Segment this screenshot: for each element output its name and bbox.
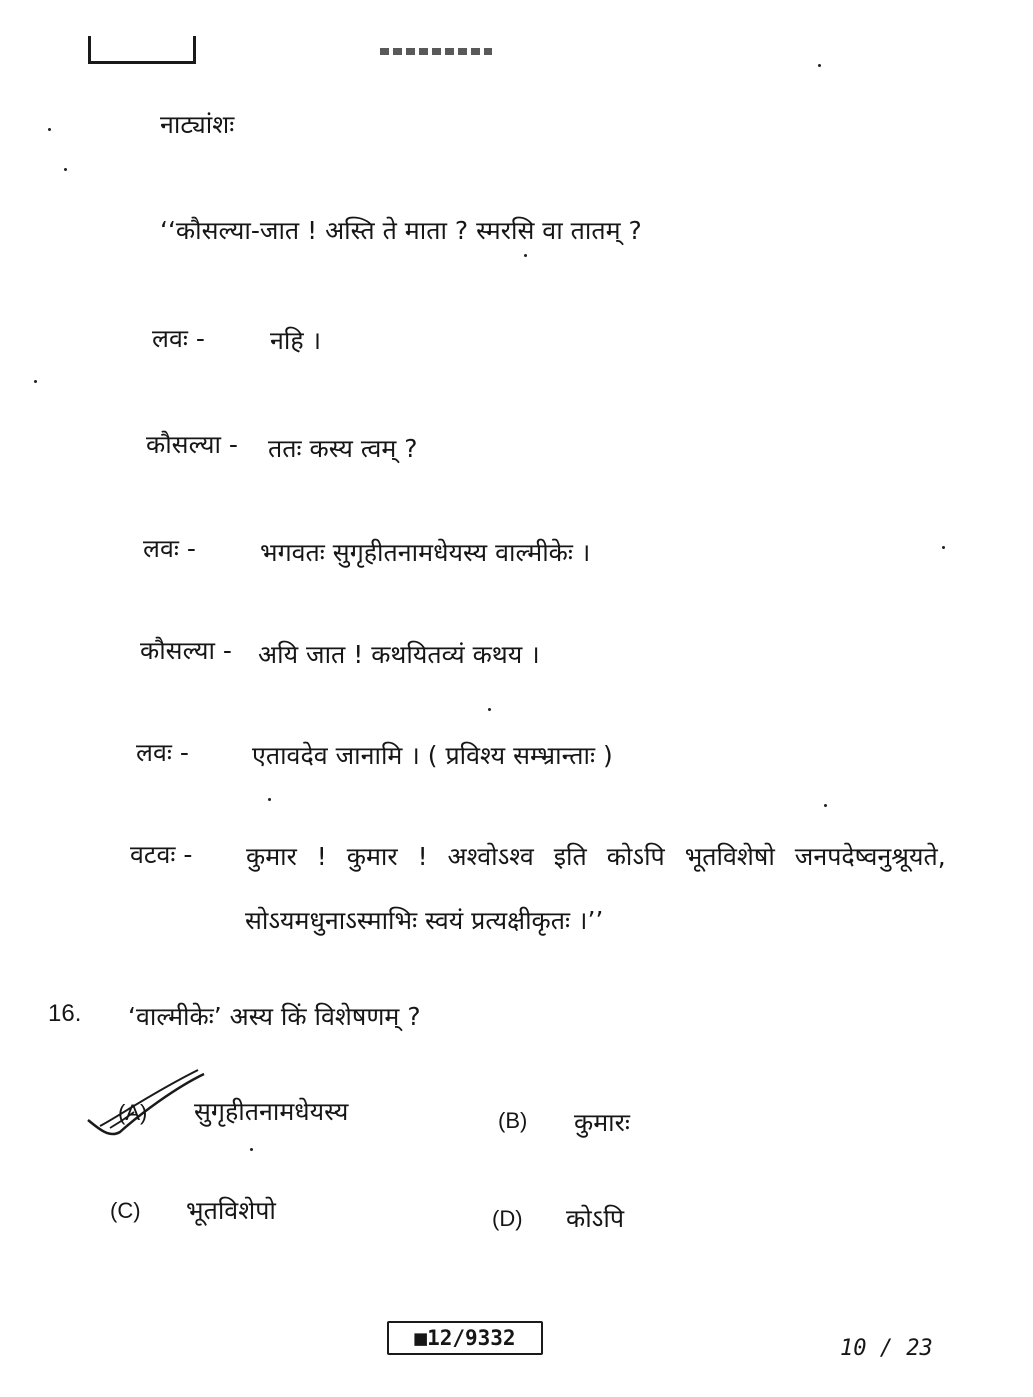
dialogue-text: कुमार ! कुमार ! अश्वोऽश्व इति कोऽपि भूतविशेषो जनपदेष्वनुश्रूयते, [246, 842, 946, 871]
scan-speck [488, 708, 491, 711]
speaker-label: लवः - [143, 534, 196, 563]
scan-speck [48, 128, 51, 131]
scan-speck [250, 1148, 253, 1151]
paper-code: 12/9332 [427, 1326, 516, 1350]
option-d-label[interactable]: (D) [492, 1206, 523, 1231]
dialogue-text: एतावदेव जानामि । ( प्रविश्य सम्भ्रान्ताः ) [252, 741, 613, 770]
header-code-box [88, 36, 196, 64]
speaker-label: वटवः - [130, 840, 193, 869]
header-smudge [380, 48, 492, 55]
scan-speck [524, 254, 527, 257]
dialogue-text: अयि जात ! कथयितव्यं कथय । [258, 640, 540, 669]
option-c-label[interactable]: (C) [110, 1198, 141, 1223]
scan-speck [818, 64, 821, 67]
question-text: ‘वाल्मीकेः’ अस्य किं विशेषणम् ? [128, 1002, 421, 1031]
dialogue-continuation: सोऽयमधुनाऽस्माभिः स्वयं प्रत्यक्षीकृतः ।’’ [245, 906, 604, 935]
paper-code-box [387, 1321, 543, 1355]
square-bullet-icon: ■ [414, 1326, 428, 1350]
option-a-label[interactable]: (A) [118, 1100, 148, 1125]
speaker-label: कौसल्या - [146, 430, 238, 459]
dialogue-text: नहि । [270, 326, 322, 355]
scan-speck [34, 380, 37, 383]
speaker-label: लवः - [152, 324, 205, 353]
option-b-label[interactable]: (B) [498, 1108, 528, 1133]
speaker-label: लवः - [136, 738, 189, 767]
option-c-text[interactable]: भूतविशेपो [186, 1196, 276, 1225]
scan-speck [824, 804, 827, 807]
question-number: 16. [48, 1000, 82, 1027]
section-title: नाट्यांशः [160, 110, 235, 139]
scan-speck [942, 546, 945, 549]
option-d-text[interactable]: कोऽपि [566, 1204, 625, 1233]
passage-opening: ‘‘कौसल्या-जात ! अस्ति ते माता ? स्मरसि वा तातम् ? [160, 216, 642, 245]
speaker-label: कौसल्या - [140, 636, 232, 665]
page-number: 10 / 23 [840, 1336, 933, 1361]
dialogue-text: भगवतः सुगृहीतनामधेयस्य वाल्मीकेः । [260, 538, 591, 567]
scan-speck [268, 798, 271, 801]
option-b-text[interactable]: कुमारः [574, 1108, 630, 1137]
dialogue-text: ततः कस्य त्वम् ? [268, 434, 418, 463]
option-a-text[interactable]: सुगृहीतनामधेयस्य [194, 1097, 349, 1126]
scan-speck [64, 168, 67, 171]
